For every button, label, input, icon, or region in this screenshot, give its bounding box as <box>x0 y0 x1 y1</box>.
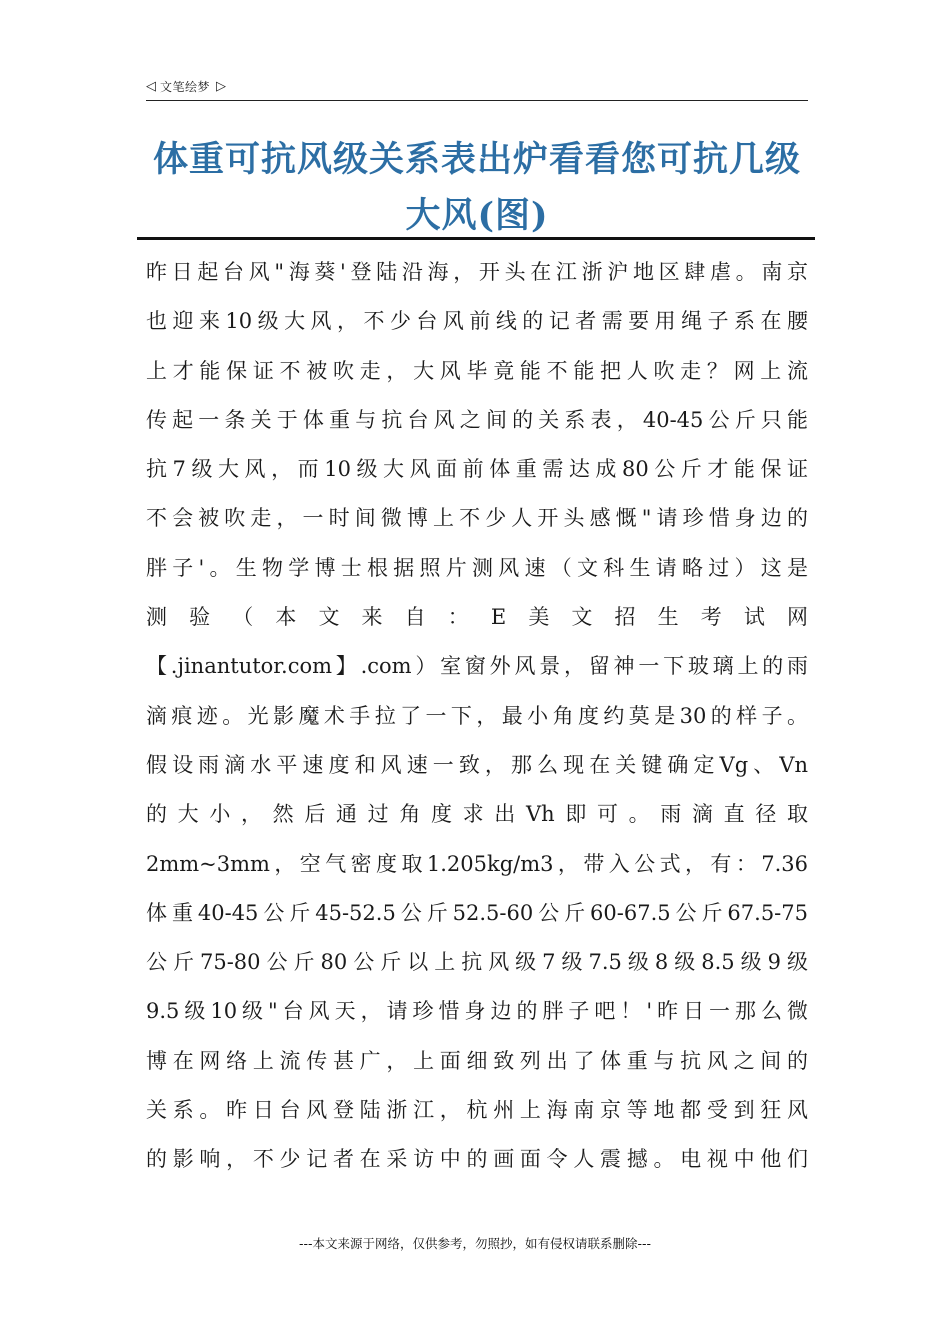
footer-notice: ---本文来源于网络，仅供参考，勿照抄，如有侵权请联系删除--- <box>298 1236 652 1251</box>
body-line: 体重40-45公斤45-52.5公斤52.5-60公斤60-67.5公斤67.5-75 <box>146 900 808 925</box>
title-divider <box>137 237 815 240</box>
body-line: 【.jinantutor.com】.com）室窗外风景，留神一下玻璃上的雨 <box>146 654 808 679</box>
body-line: 滴痕迹。光影魔术手拉了一下，最小角度约莫是30的样子。 <box>146 703 808 728</box>
body-line: 不会被吹走，一时间微博上不少人开头感慨"请珍惜身边的 <box>146 506 808 531</box>
body-line: 2mm~3mm，空气密度取1.205kg/m3，带入公式，有：7.36 <box>146 851 808 876</box>
right-triangle-icon: ▷ <box>216 78 227 94</box>
title-line-1: 体重可抗风级关系表出炉看看您可抗几级 <box>152 139 801 180</box>
body-line: 假设雨滴水平速度和风速一致，那么现在关键确定Vg、Vn <box>146 752 808 777</box>
body-line: 关系。昨日台风登陆浙江，杭州上海南京等地都受到狂风 <box>146 1098 808 1123</box>
body-line: 也迎来10级大风，不少台风前线的记者需要用绳子系在腰 <box>146 309 808 334</box>
body-line: 抗7级大风，而10级大风面前体重需达成80公斤才能保证 <box>146 457 808 482</box>
body-line: 博在网络上流传甚广，上面细致列出了体重与抗风之间的 <box>146 1048 808 1073</box>
body-line: 9.5级10级"台风天，请珍惜身边的胖子吧！'昨日一那么微 <box>146 999 808 1024</box>
body-line: 传起一条关于体重与抗台风之间的关系表，40-45公斤只能 <box>146 407 808 432</box>
body-line: 公斤75-80公斤80公斤以上抗风级7级7.5级8级8.5级9级 <box>146 950 808 975</box>
running-header <box>146 72 808 101</box>
brand-name: 文笔绘梦 <box>160 79 211 94</box>
body-line: 昨日起台风"海葵'登陆沿海，开头在江浙沪地区肆虐。南京 <box>146 260 808 284</box>
body-line: 的影响，不少记者在采访中的画面令人震撼。电视中他们 <box>146 1147 808 1172</box>
body-line: 的大小，然后通过角度求出Vh即可。雨滴直径取 <box>146 802 808 827</box>
left-triangle-icon: ◁ <box>146 78 156 94</box>
body-line: 胖子'。生物学博士根据照片测风速（文科生请略过）这是 <box>146 555 808 580</box>
title-line-2: 大风(图) <box>405 195 549 236</box>
document-title <box>146 132 808 244</box>
body-line: 上才能保证不被吹走，大风毕竟能不能把人吹走？网上流 <box>146 358 808 383</box>
body-line: 测验（本文来自：E美文招生考试网 <box>146 605 808 630</box>
article-body <box>146 248 808 1185</box>
